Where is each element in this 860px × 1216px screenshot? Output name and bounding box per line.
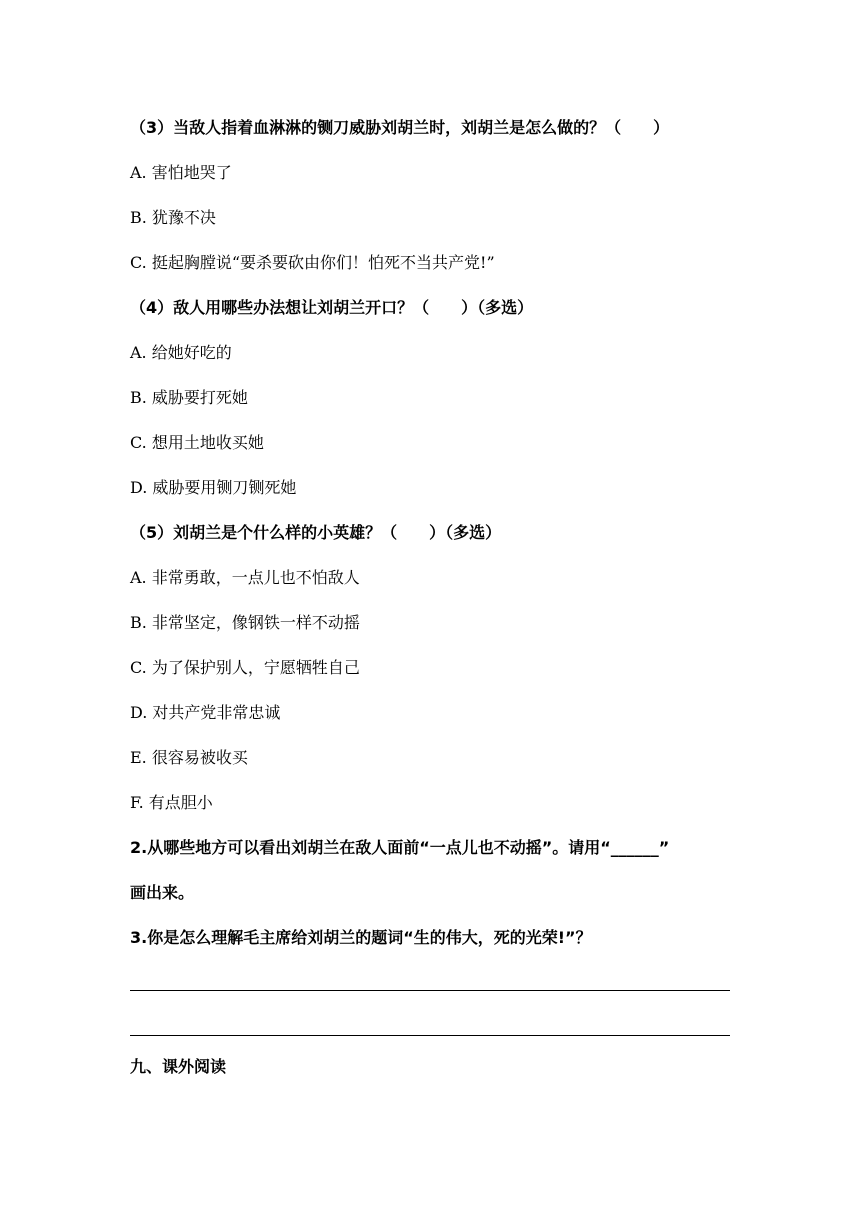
question-4-option-d: D. 威胁要用铡刀铡死她	[130, 478, 297, 497]
item-2-line-1: 2.从哪些地方可以看出刘胡兰在敌人面前“一点儿也不动摇”。请用“______”	[130, 838, 670, 857]
question-3: （3）当敌人指着血淋淋的铡刀威胁刘胡兰时，刘胡兰是怎么做的？（ ）	[130, 118, 670, 137]
answer-line-2[interactable]	[130, 1035, 730, 1036]
question-5: （5）刘胡兰是个什么样的小英雄？（ ）（多选）	[130, 523, 502, 542]
question-5-option-b: B. 非常坚定，像钢铁一样不动摇	[130, 613, 360, 632]
question-3-option-a: A. 害怕地哭了	[130, 163, 232, 182]
question-4-option-c: C. 想用土地收买她	[130, 433, 264, 452]
question-5-option-a: A. 非常勇敢，一点儿也不怕敌人	[130, 568, 360, 587]
question-5-option-d: D. 对共产党非常忠诚	[130, 703, 281, 722]
question-5-option-f: F. 有点胆小	[130, 793, 213, 812]
question-4-option-b: B. 威胁要打死她	[130, 388, 248, 407]
question-3-option-b: B. 犹豫不决	[130, 208, 216, 227]
question-3-option-c: C. 挺起胸膛说“要杀要砍由你们！怕死不当共产党!”	[130, 253, 495, 272]
section-9-title: 九、课外阅读	[130, 1057, 227, 1076]
question-4: （4）敌人用哪些办法想让刘胡兰开口？（ ）（多选）	[130, 298, 534, 317]
item-2-line-2: 画出来。	[130, 883, 195, 902]
question-4-option-a: A. 给她好吃的	[130, 343, 232, 362]
item-3-question: 3.你是怎么理解毛主席给刘胡兰的题词“生的伟大，死的光荣!”？	[130, 928, 592, 947]
question-5-option-e: E. 很容易被收买	[130, 748, 248, 767]
answer-line-1[interactable]	[130, 990, 730, 991]
question-5-option-c: C. 为了保护别人，宁愿牺牲自己	[130, 658, 360, 677]
